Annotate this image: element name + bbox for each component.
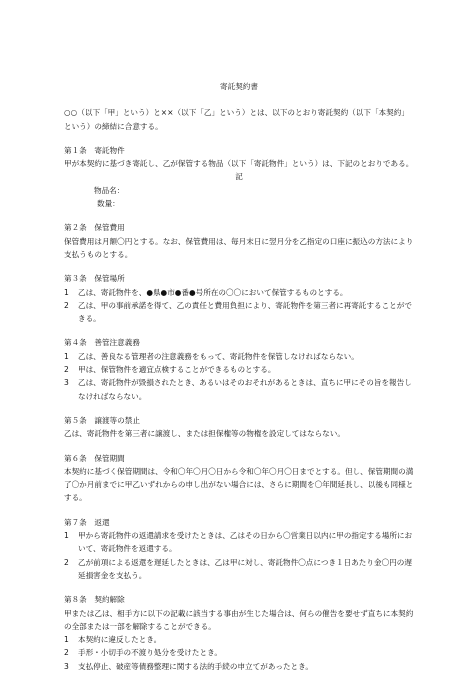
article-8-heading: 第８条 契約解除 [64,595,125,605]
item-number: 3 [64,378,69,388]
intro-paragraph: ○○（以下「甲」という）と××（以下「乙」という）とは、以下のとおり寄託契約（以下「本契約」という）の締結に合意する。 [64,108,409,131]
article-5-heading: 第５条 譲渡等の禁止 [64,415,140,425]
article-6-heading: 第６条 保管期間 [64,453,125,463]
item-number: 2 [64,557,69,567]
article-2-heading: 第２条 保管費用 [64,223,125,233]
item-text: 甲は、保管物件を適宜点検することができるものとする。 [78,365,276,375]
item-number: 3 [64,661,69,671]
list-item [64,646,414,659]
item-text: 甲から寄託物件の返還請求を受けたときは、乙はその日から〇営業日以内に甲の指定する場所において、寄託物件を返還する。 [78,531,413,554]
list-item [64,363,414,376]
article-1-text: 甲が本契約に基づき寄託し、乙が保管する物品（以下「寄託物件」という）は、下記のとおりである。 [64,159,414,169]
quantity-field: 数量： [97,199,120,209]
list-item [64,556,414,583]
article-1-heading: 第１条 寄託物件 [64,145,125,155]
list-item [64,529,414,556]
item-text: 支払停止、破産等債務整理に関する法的手続の申立てがあったとき。 [78,661,314,671]
article-3-heading: 第３条 保管場所 [64,274,125,284]
list-item [64,299,414,326]
item-text: 乙は、甲の事前承諾を得て、乙の責任と費用負担により、寄託物件を第三者に再寄託することができる。 [78,300,412,324]
list-item [64,660,414,673]
item-name-field: 物品名： [94,185,125,195]
item-text: 本契約に違反したとき。 [78,635,162,645]
ki-label: 記 [235,172,243,182]
item-text: 乙が前項による返還を遅延したときは、乙は甲に対し、寄託物件〇点につき１日あたり金〇円の遅延損害金を支払う。 [78,557,412,580]
item-number: 2 [64,300,69,310]
item-number: 1 [64,351,69,361]
list-item [64,376,414,403]
item-text: 手形・小切手の不渡り処分を受けたとき。 [78,648,222,658]
document-title: 寄託契約書 [220,82,258,91]
article-4-heading: 第４条 善管注意義務 [64,338,140,348]
list-item [64,350,414,363]
article-8-text: 甲または乙は、相手方に以下の記載に該当する事由が生じた場合は、何らの催告を要せず直ちに本契約の全部または一部を解除することができる。 [64,608,414,631]
article-5-text: 乙は、寄託物件を第三者に譲渡し、または担保権等の物権を設定してはならない。 [64,429,345,439]
item-number: 1 [64,635,69,645]
item-number: 2 [64,648,69,658]
list-item [64,286,414,299]
list-item [64,633,414,646]
article-7-heading: 第７条 返還 [64,517,110,527]
item-text: 乙は、寄託物件が毀損されたとき、あるいはそのおそれがあるときは、直ちに甲にその旨を報告しなければならない。 [78,378,412,401]
article-2-text: 保管費用は月額〇円とする。なお、保管費用は、毎月末日に翌月分を乙指定の口座に振込の方法により支払うものとする。 [64,236,414,259]
item-text: 乙は、善良なる管理者の注意義務をもって、寄託物件を保管しなければならない。 [78,351,359,361]
item-text: 乙は、寄託物件を、●県●市●番●号所在の〇〇において保管するものとする。 [78,287,348,297]
item-number: 1 [64,287,69,297]
document-page [64,80,414,673]
article-6-text: 本契約に基づく保管期間は、令和〇年〇月〇日から令和〇年〇月〇日までとする。但し、保管期間の満了〇か月前までに甲乙いずれからの申し出がない場合には、さらに期間を〇年間延長し、以後も同様とする。 [64,466,414,503]
item-number: 2 [64,365,69,375]
item-number: 1 [64,531,69,541]
